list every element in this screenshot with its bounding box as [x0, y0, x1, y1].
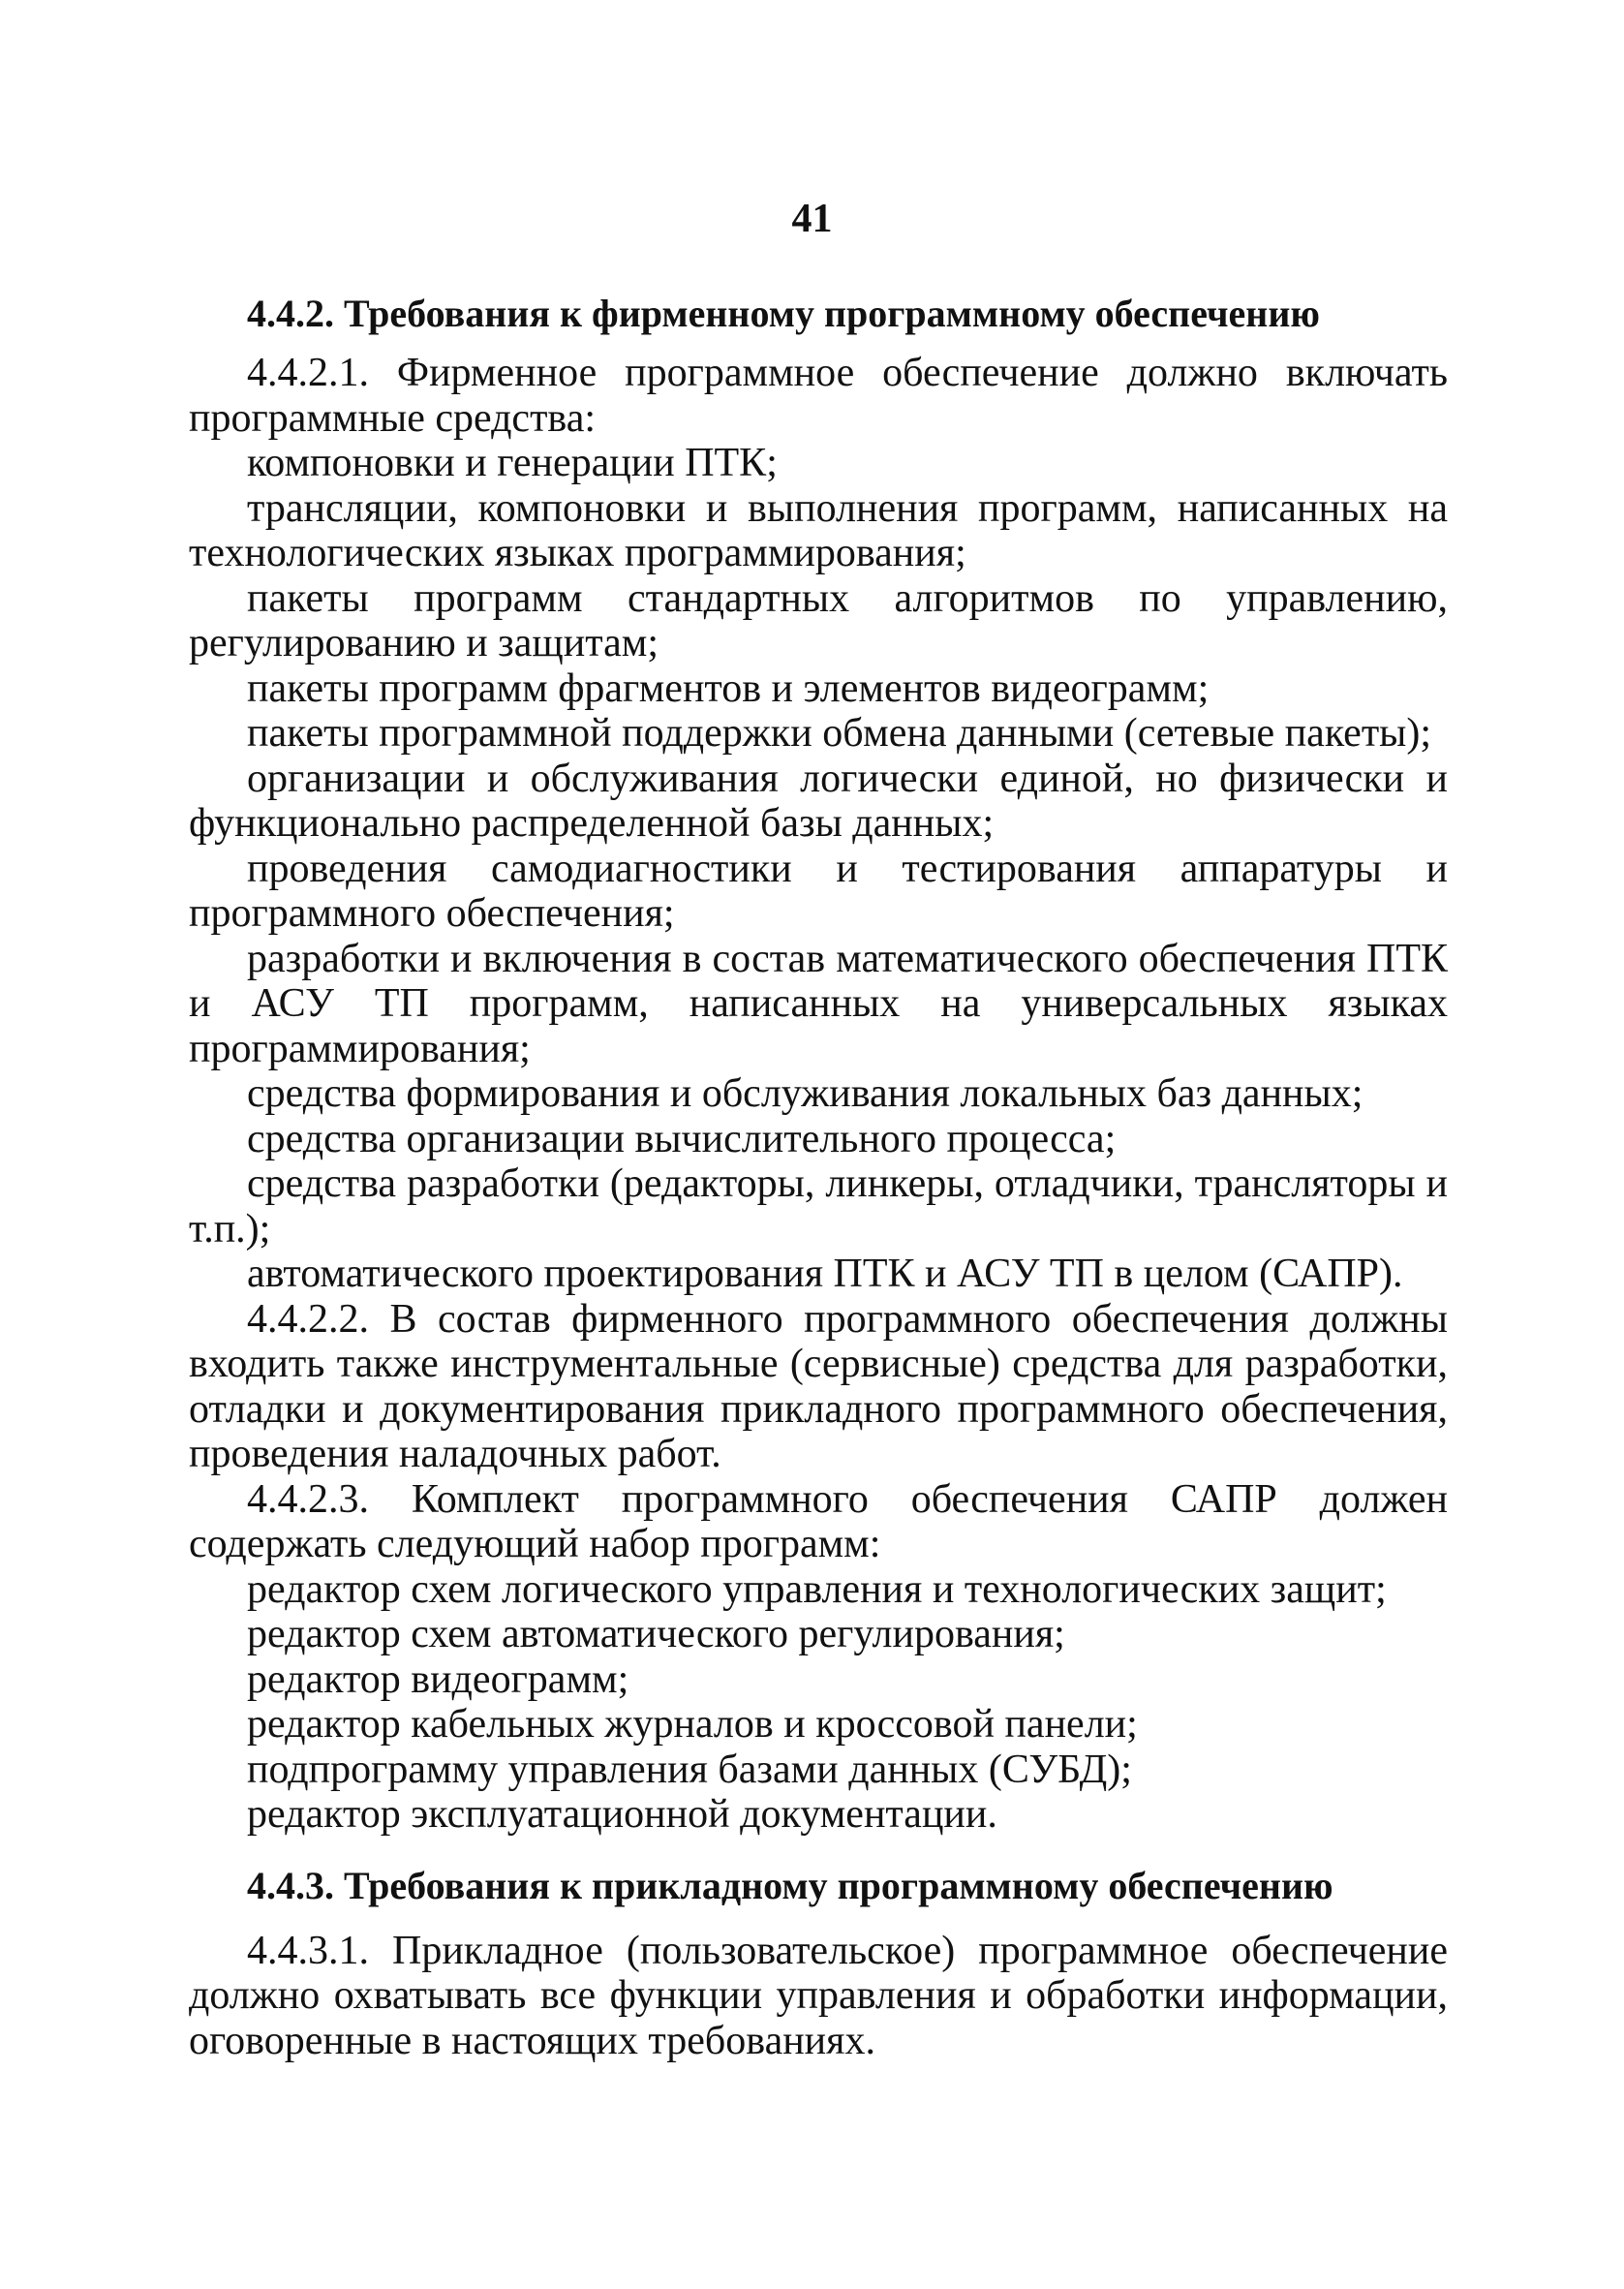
- list-item: пакеты программной поддержки обмена данными (сетевые пакеты);: [247, 711, 1432, 756]
- list-item: редактор видеограмм;: [247, 1656, 629, 1702]
- list-item: пакеты программ стандартных алгоритмов по управлению, регулированию и защитам;: [189, 575, 1448, 665]
- list-item: редактор эксплуатационной документации.: [247, 1792, 997, 1837]
- list-item: проведения самодиагностики и тестирования аппаратуры и программного обеспечения;: [189, 846, 1448, 936]
- list-item: подпрограмму управления базами данных (СУБД);: [247, 1747, 1132, 1792]
- list-item: пакеты программ фрагментов и элементов видеограмм;: [247, 665, 1210, 711]
- paragraph-4-4-2-2: 4.4.2.2. В состав фирменного программного обеспечения должны входить также инструментальные (сервисные) средства для разработки, отладки и документирования прикладного программного обеспечения, проведения наладочных работ.: [189, 1296, 1448, 1476]
- list-item: трансляции, компоновки и выполнения программ, написанных на технологических языках программирования;: [189, 485, 1448, 575]
- list-item: разработки и включения в состав математического обеспечения ПТК и АСУ ТП программ, написанных на универсальных языках программирования;: [189, 936, 1448, 1071]
- list-item: редактор схем логического управления и технологических защит;: [247, 1566, 1387, 1612]
- list-item: компоновки и генерации ПТК;: [247, 441, 778, 485]
- list-item: средства разработки (редакторы, линкеры, отладчики, трансляторы и т.п.);: [189, 1161, 1448, 1252]
- paragraph-4-4-2-3: 4.4.2.3. Комплект программного обеспечения САПР должен содержать следующий набор программ:: [189, 1476, 1448, 1566]
- list-item: редактор кабельных журналов и кроссовой панели;: [247, 1702, 1138, 1747]
- list-item: средства организации вычислительного процесса;: [247, 1116, 1117, 1161]
- document-body: [189, 281, 1448, 2063]
- page-number: 41: [791, 197, 833, 241]
- section-heading-4-4-2: 4.4.2. Требования к фирменному программному обеспечению: [247, 292, 1320, 335]
- list-item: средства формирования и обслуживания локальных баз данных;: [247, 1071, 1364, 1116]
- paragraph-4-4-2-1: 4.4.2.1. Фирменное программное обеспечение должно включать программные средства:: [189, 351, 1448, 441]
- list-item: организации и обслуживания логически единой, но физически и функционально распределенной базы данных;: [189, 756, 1448, 846]
- list-item: редактор схем автоматического регулирования;: [247, 1612, 1065, 1656]
- paragraph-4-4-3-1: 4.4.3.1. Прикладное (пользовательское) программное обеспечение должно охватывать все функции управления и обработки информации, оговоренные в настоящих требованиях.: [189, 1928, 1448, 2063]
- section-heading-4-4-3: 4.4.3. Требования к прикладному программному обеспечению: [247, 1863, 1333, 1907]
- list-item: автоматического проектирования ПТК и АСУ ТП в целом (САПР).: [247, 1252, 1403, 1296]
